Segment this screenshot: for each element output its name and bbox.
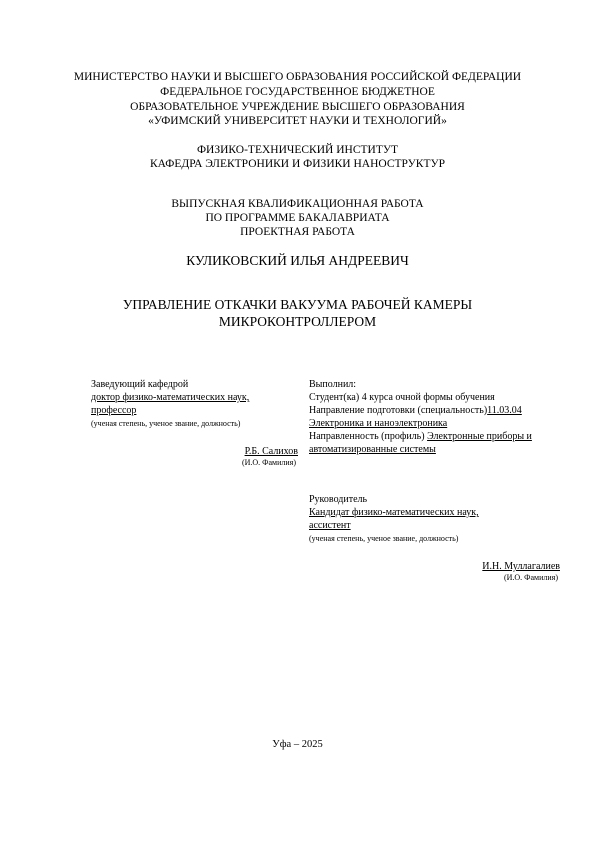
profile-value-2: автоматизированные системы	[309, 444, 436, 455]
performer-block	[309, 378, 532, 456]
university-name: «УФИМСКИЙ УНИВЕРСИТЕТ НАУКИ И ТЕХНОЛОГИЙ»	[148, 115, 447, 127]
student-line: Студент(ка) 4 курса очной формы обучения	[309, 392, 495, 403]
header-line-3: ОБРАЗОВАТЕЛЬНОЕ УЧРЕЖДЕНИЕ ВЫСШЕГО ОБРАЗОВАНИЯ	[130, 101, 465, 113]
supervisor-degree-line-2: ассистент	[309, 520, 351, 531]
head-name: Р.Б. Салихов	[244, 446, 298, 457]
direction-name: Электроника и наноэлектроника	[309, 418, 448, 429]
head-degree-line-1: доктор физико-математических наук,	[91, 392, 250, 403]
supervisor-degree-line-1: Кандидат физико-математических наук,	[309, 507, 479, 518]
ministry-line: МИНИСТЕРСТВО НАУКИ И ВЫСШЕГО ОБРАЗОВАНИЯ РОССИЙСКОЙ ФЕДЕРАЦИИ	[73, 71, 522, 83]
head-name-hint: (И.О. Фамилия)	[241, 458, 296, 467]
work-type-line-1: ВЫПУСКНАЯ КВАЛИФИКАЦИОННАЯ РАБОТА	[171, 198, 424, 210]
work-type-line-3: ПРОЕКТНАЯ РАБОТА	[240, 226, 355, 238]
head-of-department-block	[91, 378, 249, 429]
direction-label: Направление подготовки (специальность)	[309, 405, 488, 416]
thesis-title-line-2: МИКРОКОНТРОЛЛЕРОМ	[218, 314, 377, 329]
profile-label: Направленность (профиль)	[309, 431, 425, 442]
profile-line	[309, 430, 532, 443]
work-type-line-2: ПО ПРОГРАММЕ БАКАЛАВРИАТА	[205, 212, 390, 224]
supervisor-degree-hint: (ученая степень, ученое звание, должность)	[309, 534, 459, 543]
institute-name: ФИЗИКО-ТЕХНИЧЕСКИЙ ИНСТИТУТ	[196, 144, 399, 156]
supervisor-name: И.Н. Муллагалиев	[482, 561, 560, 572]
head-name-block	[160, 445, 298, 468]
profile-value-1: Электронные приборы и	[427, 431, 532, 442]
head-degree-line-2: профессор	[91, 405, 137, 416]
thesis-title-line-1: УПРАВЛЕНИЕ ОТКАЧКИ ВАКУУМА РАБОЧЕЙ КАМЕРЫ	[122, 297, 473, 312]
performer-label: Выполнил:	[309, 379, 357, 390]
city-year: Уфа – 2025	[272, 739, 323, 750]
supervisor-label: Руководитель	[309, 494, 368, 505]
supervisor-name-hint: (И.О. Фамилия)	[503, 573, 558, 582]
supervisor-block	[309, 493, 479, 544]
supervisor-name-block	[380, 560, 560, 583]
head-of-department-label: Заведующий кафедрой	[91, 379, 189, 390]
department-name: КАФЕДРА ЭЛЕКТРОНИКИ И ФИЗИКИ НАНОСТРУКТУР	[149, 158, 446, 170]
author-name: КУЛИКОВСКИЙ ИЛЬЯ АНДРЕЕВИЧ	[186, 253, 409, 268]
direction-code: 11.03.04	[487, 405, 522, 416]
header-line-2: ФЕДЕРАЛЬНОЕ ГОСУДАРСТВЕННОЕ БЮДЖЕТНОЕ	[160, 86, 435, 98]
head-degree-hint: (ученая степень, ученое звание, должность)	[91, 419, 241, 428]
direction-line	[309, 404, 532, 417]
